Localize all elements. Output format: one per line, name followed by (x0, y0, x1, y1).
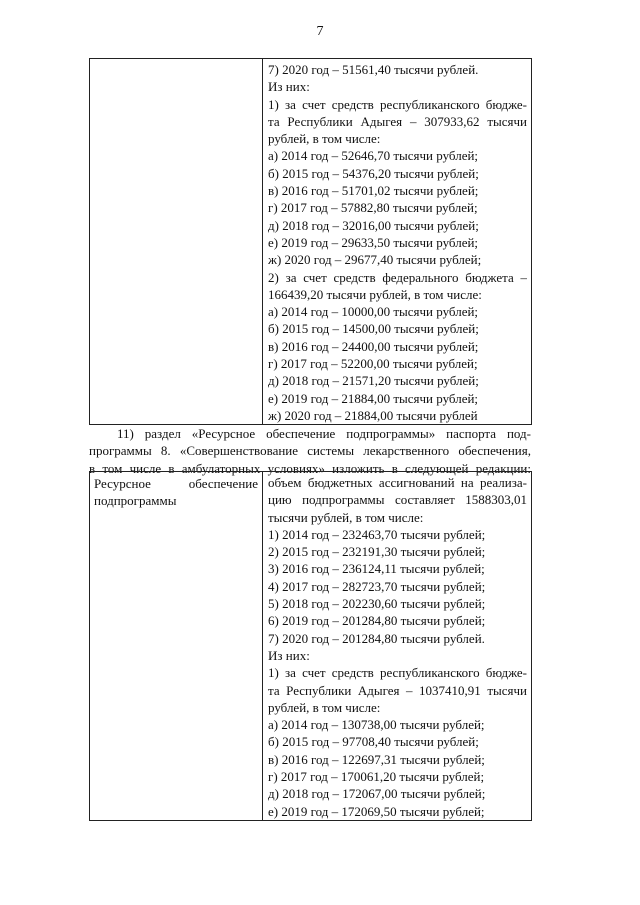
budget-line: тысячи рублей, в том числе: (268, 509, 424, 525)
budget-line: в) 2016 год – 122697,31 тысячи рублей; (268, 751, 485, 767)
budget-line: 1) за счет средств республиканского бюдже- (268, 665, 527, 681)
paragraph-line: 11) раздел «Ресурсное обеспечение подпрограммы» паспорта под- (117, 426, 531, 441)
budget-line: 1) за счет средств республиканского бюдже- (268, 96, 527, 112)
budget-line: Из них: (268, 79, 310, 95)
budget-line: 2) 2015 год – 232191,30 тысячи рублей; (268, 544, 486, 560)
table-cell-content (263, 472, 532, 821)
paragraph-line: программы 8. «Совершенствование системы лекарственного обеспечения, (89, 443, 531, 459)
page-number: 7 (316, 24, 324, 39)
budget-line: та Республики Адыгея – 307933,62 тысячи (268, 113, 527, 129)
budget-line: а) 2014 год – 10000,00 тысячи рублей; (268, 304, 479, 320)
table-row (90, 59, 532, 425)
budget-line: 7) 2020 год – 201284,80 тысячи рублей. (268, 630, 485, 646)
budget-line: 4) 2017 год – 282723,70 тысячи рублей; (268, 578, 486, 594)
budget-line: 1) 2014 год – 232463,70 тысячи рублей; (268, 526, 486, 542)
paragraph-line: в том числе в амбулаторных условиях» изложить в следующей редакции: (89, 460, 531, 476)
budget-line: д) 2018 год – 21571,20 тысячи рублей; (268, 373, 479, 389)
budget-line: рублей, в том числе: (268, 131, 381, 147)
section-heading-line: Ресурсное обеспечение (94, 476, 258, 491)
budget-line: б) 2015 год – 54376,20 тысячи рублей; (268, 165, 479, 181)
budget-line: д) 2018 год – 172067,00 тысячи рублей; (268, 786, 486, 802)
table-cell-label (90, 59, 263, 425)
budget-line: е) 2019 год – 21884,00 тысячи рублей; (268, 390, 479, 406)
budget-line: 6) 2019 год – 201284,80 тысячи рублей; (268, 613, 486, 629)
budget-line: ж) 2020 год – 21884,00 тысячи рублей (268, 407, 478, 423)
table-cell-content (263, 59, 532, 425)
budget-line: 5) 2018 год – 202230,60 тысячи рублей; (268, 596, 486, 612)
funding-table-subprogram-8 (89, 471, 532, 821)
budget-line: г) 2017 год – 57882,80 тысячи рублей; (268, 200, 478, 216)
budget-line: б) 2015 год – 97708,40 тысячи рублей; (268, 734, 479, 750)
budget-line: Из них: (268, 647, 310, 663)
budget-line: а) 2014 год – 52646,70 тысячи рублей; (268, 148, 479, 164)
budget-line: е) 2019 год – 29633,50 тысячи рублей; (268, 234, 479, 250)
table-row (90, 472, 532, 821)
budget-line: цию подпрограммы составляет 1588303,01 (268, 492, 527, 508)
budget-line: 3) 2016 год – 236124,11 тысячи рублей; (268, 561, 485, 577)
budget-line: б) 2015 год – 14500,00 тысячи рублей; (268, 321, 479, 337)
budget-line: 2) за счет средств федерального бюджета – (268, 269, 527, 285)
budget-line: е) 2019 год – 172069,50 тысячи рублей; (268, 803, 485, 819)
amendment-paragraph (89, 425, 531, 477)
budget-line: объем бюджетных ассигнований на реализа- (268, 475, 527, 490)
budget-line: 166439,20 тысячи рублей, в том числе: (268, 286, 482, 302)
budget-line: в) 2016 год – 51701,02 тысячи рублей; (268, 183, 479, 199)
budget-line: рублей, в том числе: (268, 699, 381, 715)
budget-line: 7) 2020 год – 51561,40 тысячи рублей. (268, 62, 479, 77)
budget-line: а) 2014 год – 130738,00 тысячи рублей; (268, 717, 485, 733)
funding-table-continued (89, 58, 532, 425)
budget-line: д) 2018 год – 32016,00 тысячи рублей; (268, 217, 479, 233)
budget-line: г) 2017 год – 170061,20 тысячи рублей; (268, 769, 485, 785)
budget-line: ж) 2020 год – 29677,40 тысячи рублей; (268, 252, 482, 268)
budget-line: та Республики Адыгея – 1037410,91 тысячи (268, 682, 527, 698)
budget-line: в) 2016 год – 24400,00 тысячи рублей; (268, 338, 479, 354)
section-heading-line: подпрограммы (94, 493, 177, 509)
budget-line: г) 2017 год – 52200,00 тысячи рублей; (268, 356, 478, 372)
table-cell-label (90, 472, 263, 821)
